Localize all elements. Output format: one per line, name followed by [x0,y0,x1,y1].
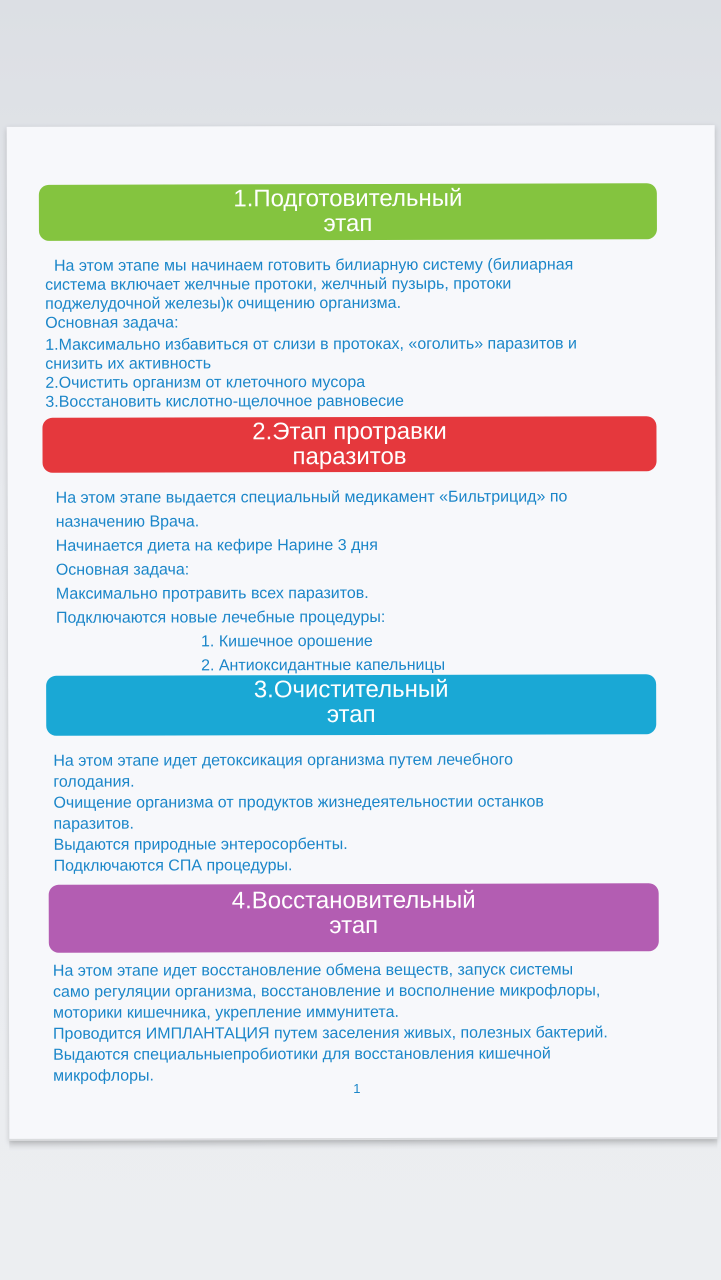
section-4-title-line-1: 4.Восстановительный [231,886,476,915]
section-1-line: На этом этапе мы начинаем готовить билиарную систему (билиарная [45,256,574,275]
section-4-body [53,959,608,1086]
section-1-body [45,255,577,411]
section-1-line: снизить их активность [45,355,212,373]
section-1-line: Основная задача: [45,314,179,332]
section-1-line: поджелудочной железы)к очищению организма. [45,294,402,313]
section-3-line: голодания. [53,773,135,791]
section-3-line: Выдаются природные энтеросорбенты. [53,836,348,854]
section-2-line: Подключаются новые лечебные процедуры: [55,608,386,627]
section-4-banner [49,883,659,953]
section-4-line: само регуляции организма, восстановление и восполнение микрофлоры, [52,982,601,1001]
section-2-line: назначению Врача. [55,513,200,531]
booklet-page [7,125,718,1141]
section-2-title-line-2: паразитов [292,442,407,471]
section-4-title-line-2: этап [329,911,379,940]
section-1-line: 1.Максимально избавиться от слизи в протоках, «оголить» паразитов и [45,335,577,354]
section-3-banner [46,674,656,736]
section-2-line: Основная задача: [55,561,190,579]
section-1-title-line-2: этап [323,209,373,238]
section-4-line: микрофлоры. [53,1067,154,1085]
section-2-title-line-1: 2.Этап протравки [252,417,447,446]
numbered-item: 1. Кишечное орошение [201,632,373,651]
section-2-line: Начинается диета на кефире Нарине 3 дня [55,536,378,555]
section-4-line: Выдаются специальныепробиотики для восстановления кишечной [53,1045,551,1064]
numbered-item: 2. Антиоксидантные капельницы [201,656,446,675]
section-1-title-line-1: 1.Подготовительный [233,184,463,213]
section-2-line: Максимально протравить всех паразитов. [55,584,369,603]
section-3-body [53,750,544,877]
section-1-banner [39,183,657,241]
section-2-line: На этом этапе выдается специальный медикамент «Бильтрицид» по [55,488,568,507]
section-4-line: моторики кишечника, укрепление иммунитета. [52,1003,399,1022]
section-1-line: система включает желчные протоки, желчный пузырь, протоки [45,275,512,294]
section-3-line: паразитов. [53,815,134,833]
section-3-line: Очищение организма от продуктов жизнедеятельностии останков [53,793,544,812]
section-2-body [56,485,568,678]
section-3-title-line-1: 3.Очистительный [253,675,449,704]
section-3-line: Подключаются СПА процедуры. [53,857,293,875]
section-1-line: 3.Восстановить кислотно-щелочное равновесие [45,392,404,411]
section-2-banner [42,416,656,473]
section-3-title-line-2: этап [326,700,376,729]
section-4-line: На этом этапе идет восстановление обмена веществ, запуск системы [52,961,574,980]
page-number: 1 [353,1081,361,1097]
section-4-line: Проводится ИМПЛАНТАЦИЯ путем заселения живых, полезных бактерий. [53,1024,608,1043]
section-3-line: На этом этапе идет детоксикация организма путем лечебного [53,751,513,770]
section-1-line: 2.Очистить организм от клеточного мусора [45,373,366,392]
